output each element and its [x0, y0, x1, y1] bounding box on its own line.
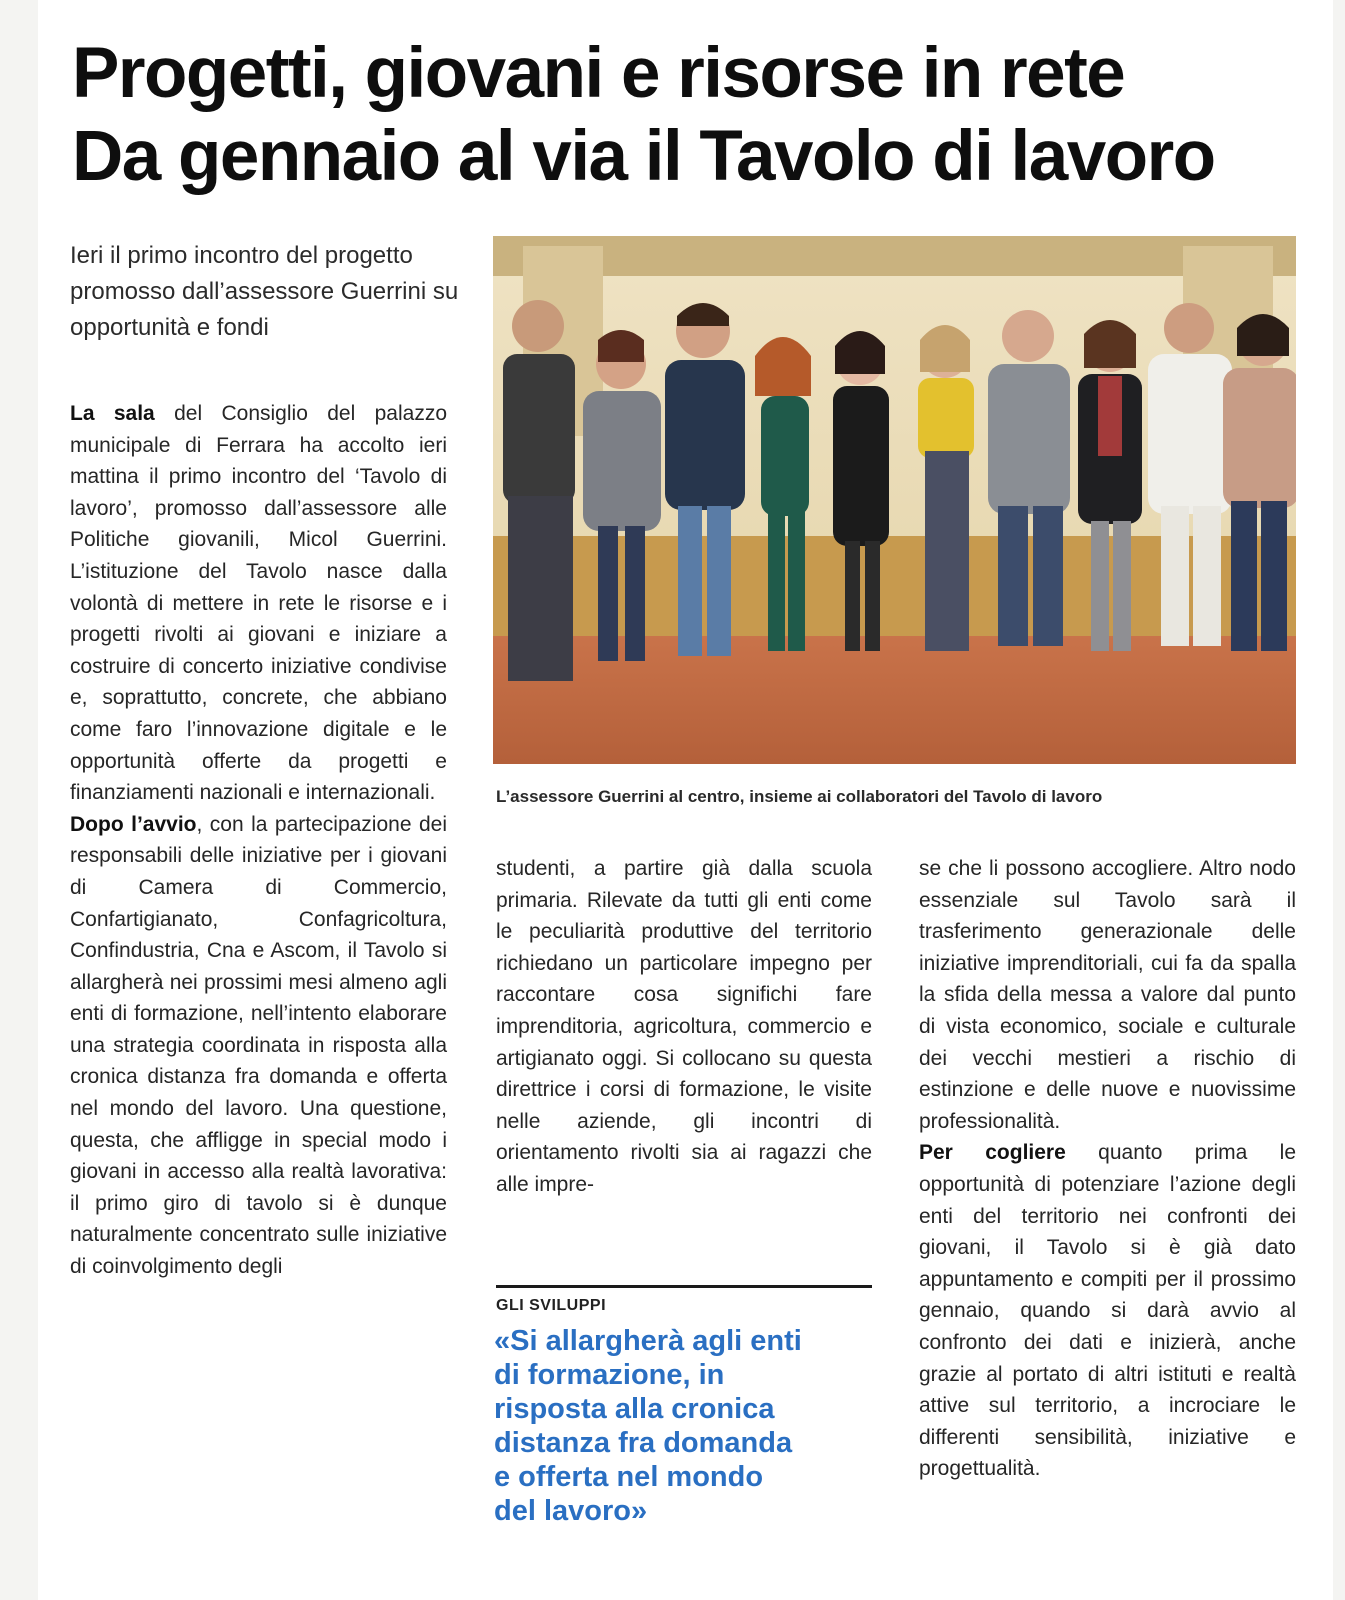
article-column-1	[70, 398, 447, 1283]
pullquote-label: GLI SVILUPPI	[496, 1297, 607, 1314]
photo-caption: L’assessore Guerrini al centro, insieme ai collaboratori del Tavolo di lavoro	[496, 787, 1103, 806]
headline-line-2: Da gennaio al via il Tavolo di lavoro	[72, 117, 1215, 196]
pullquote-line-6: del lavoro»	[494, 1495, 648, 1527]
paragraph-2-text: , con la partecipazione dei responsabili delle iniziative per i giovani di Camera di Commercio, Confartigianato, Confagricoltura, Confindustria, Cna e Ascom, il Tavolo si allargherà nei prossimi mesi almeno agli enti di formazione, nell’intento elaborare una strategia coordinata in risposta alla cronica distanza fra domanda e offerta nel mondo del lavoro. Una questione, questa, che affligge in special modo i giovani in accesso alla realtà lavorativa: il primo giro di tavolo si è dunque naturalmente concentrato sulle iniziative di coinvolgimento degli	[70, 812, 447, 1279]
paragraph-1-text: del Consiglio del palazzo municipale di Ferrara ha accolto ieri mattina il primo incontro del ‘Tavolo di lavoro’, promosso dall’assessore alle Politiche giovanili, Micol Guerrini. L’istituzione del Tavolo nasce dalla volontà di mettere in rete le risorse e i progetti rivolti ai giovani e iniziare a costruire di concerto iniziative condivise e, soprattutto, concrete, che abbiano come faro l’innovazione digitale e le opportunità offerte da progetti e finanziamenti nazionali e internazionali.	[70, 402, 447, 805]
paragraph-1	[70, 398, 447, 809]
paragraph-1-lead: La sala	[70, 402, 155, 425]
pullquote-line-4: distanza fra domanda	[494, 1427, 793, 1459]
paragraph-4-lead: Per cogliere	[919, 1141, 1066, 1165]
pullquote	[494, 1324, 874, 1528]
pullquote-line-3: risposta alla cronica	[494, 1393, 775, 1425]
article-column-3	[919, 853, 1296, 1485]
pullquote-line-2: di formazione, in	[494, 1359, 725, 1391]
pullquote-line-5: e offerta nel mondo	[494, 1461, 764, 1493]
paragraph-2-lead: Dopo l’avvio	[70, 812, 197, 836]
column-2-text: studenti, a partire già dalla scuola primaria. Rilevate da tutti gli enti come le peculiarità produttive del territorio richiedano un particolare impegno per raccontare cosa significhi fare imprenditoria, agricoltura, commercio e artigianato oggi. Si collocano su questa direttrice i corsi di formazione, le visite nelle aziende, gli incontri di orientamento rivolti sia ai ragazzi che alle impre-	[496, 857, 872, 1196]
pullquote-line-1: «Si allargherà agli enti	[494, 1325, 802, 1357]
column-3-paragraph-2	[919, 1137, 1296, 1485]
article-column-2	[496, 853, 872, 1201]
paragraph-2	[70, 809, 447, 1283]
paragraph-4-text: quanto prima le opportunità di potenziare l’azione degli enti del territorio nei confronti dei giovani, il Tavolo si è già dato appuntamento e compiti per il prossimo gennaio, quando si darà avvio al confronto dei dati e inizierà, anche grazie al portato di altri istituti e realtà attive sul territorio, a incrociare le differenti sensibilità, iniziative e progettualità.	[919, 1141, 1296, 1481]
kicker-summary: Ieri il primo incontro del progetto promosso dall’assessore Guerrini su opportunità e fondi	[70, 242, 459, 341]
headline	[72, 32, 1302, 198]
group-photo	[493, 236, 1296, 764]
group-photo-illustration	[493, 236, 1296, 764]
pullquote-divider	[496, 1285, 872, 1288]
column-3-paragraph-1: se che li possono accogliere. Altro nodo essenziale sul Tavolo sarà il trasferimento generazionale delle iniziative imprenditoriali, cui fa da spalla la sfida della messa a valore dal punto di vista economico, sociale e culturale dei vecchi mestieri a rischio di estinzione e delle nuove e nuovissime professionalità.	[919, 857, 1296, 1133]
headline-line-1: Progetti, giovani e risorse in rete	[72, 34, 1125, 113]
